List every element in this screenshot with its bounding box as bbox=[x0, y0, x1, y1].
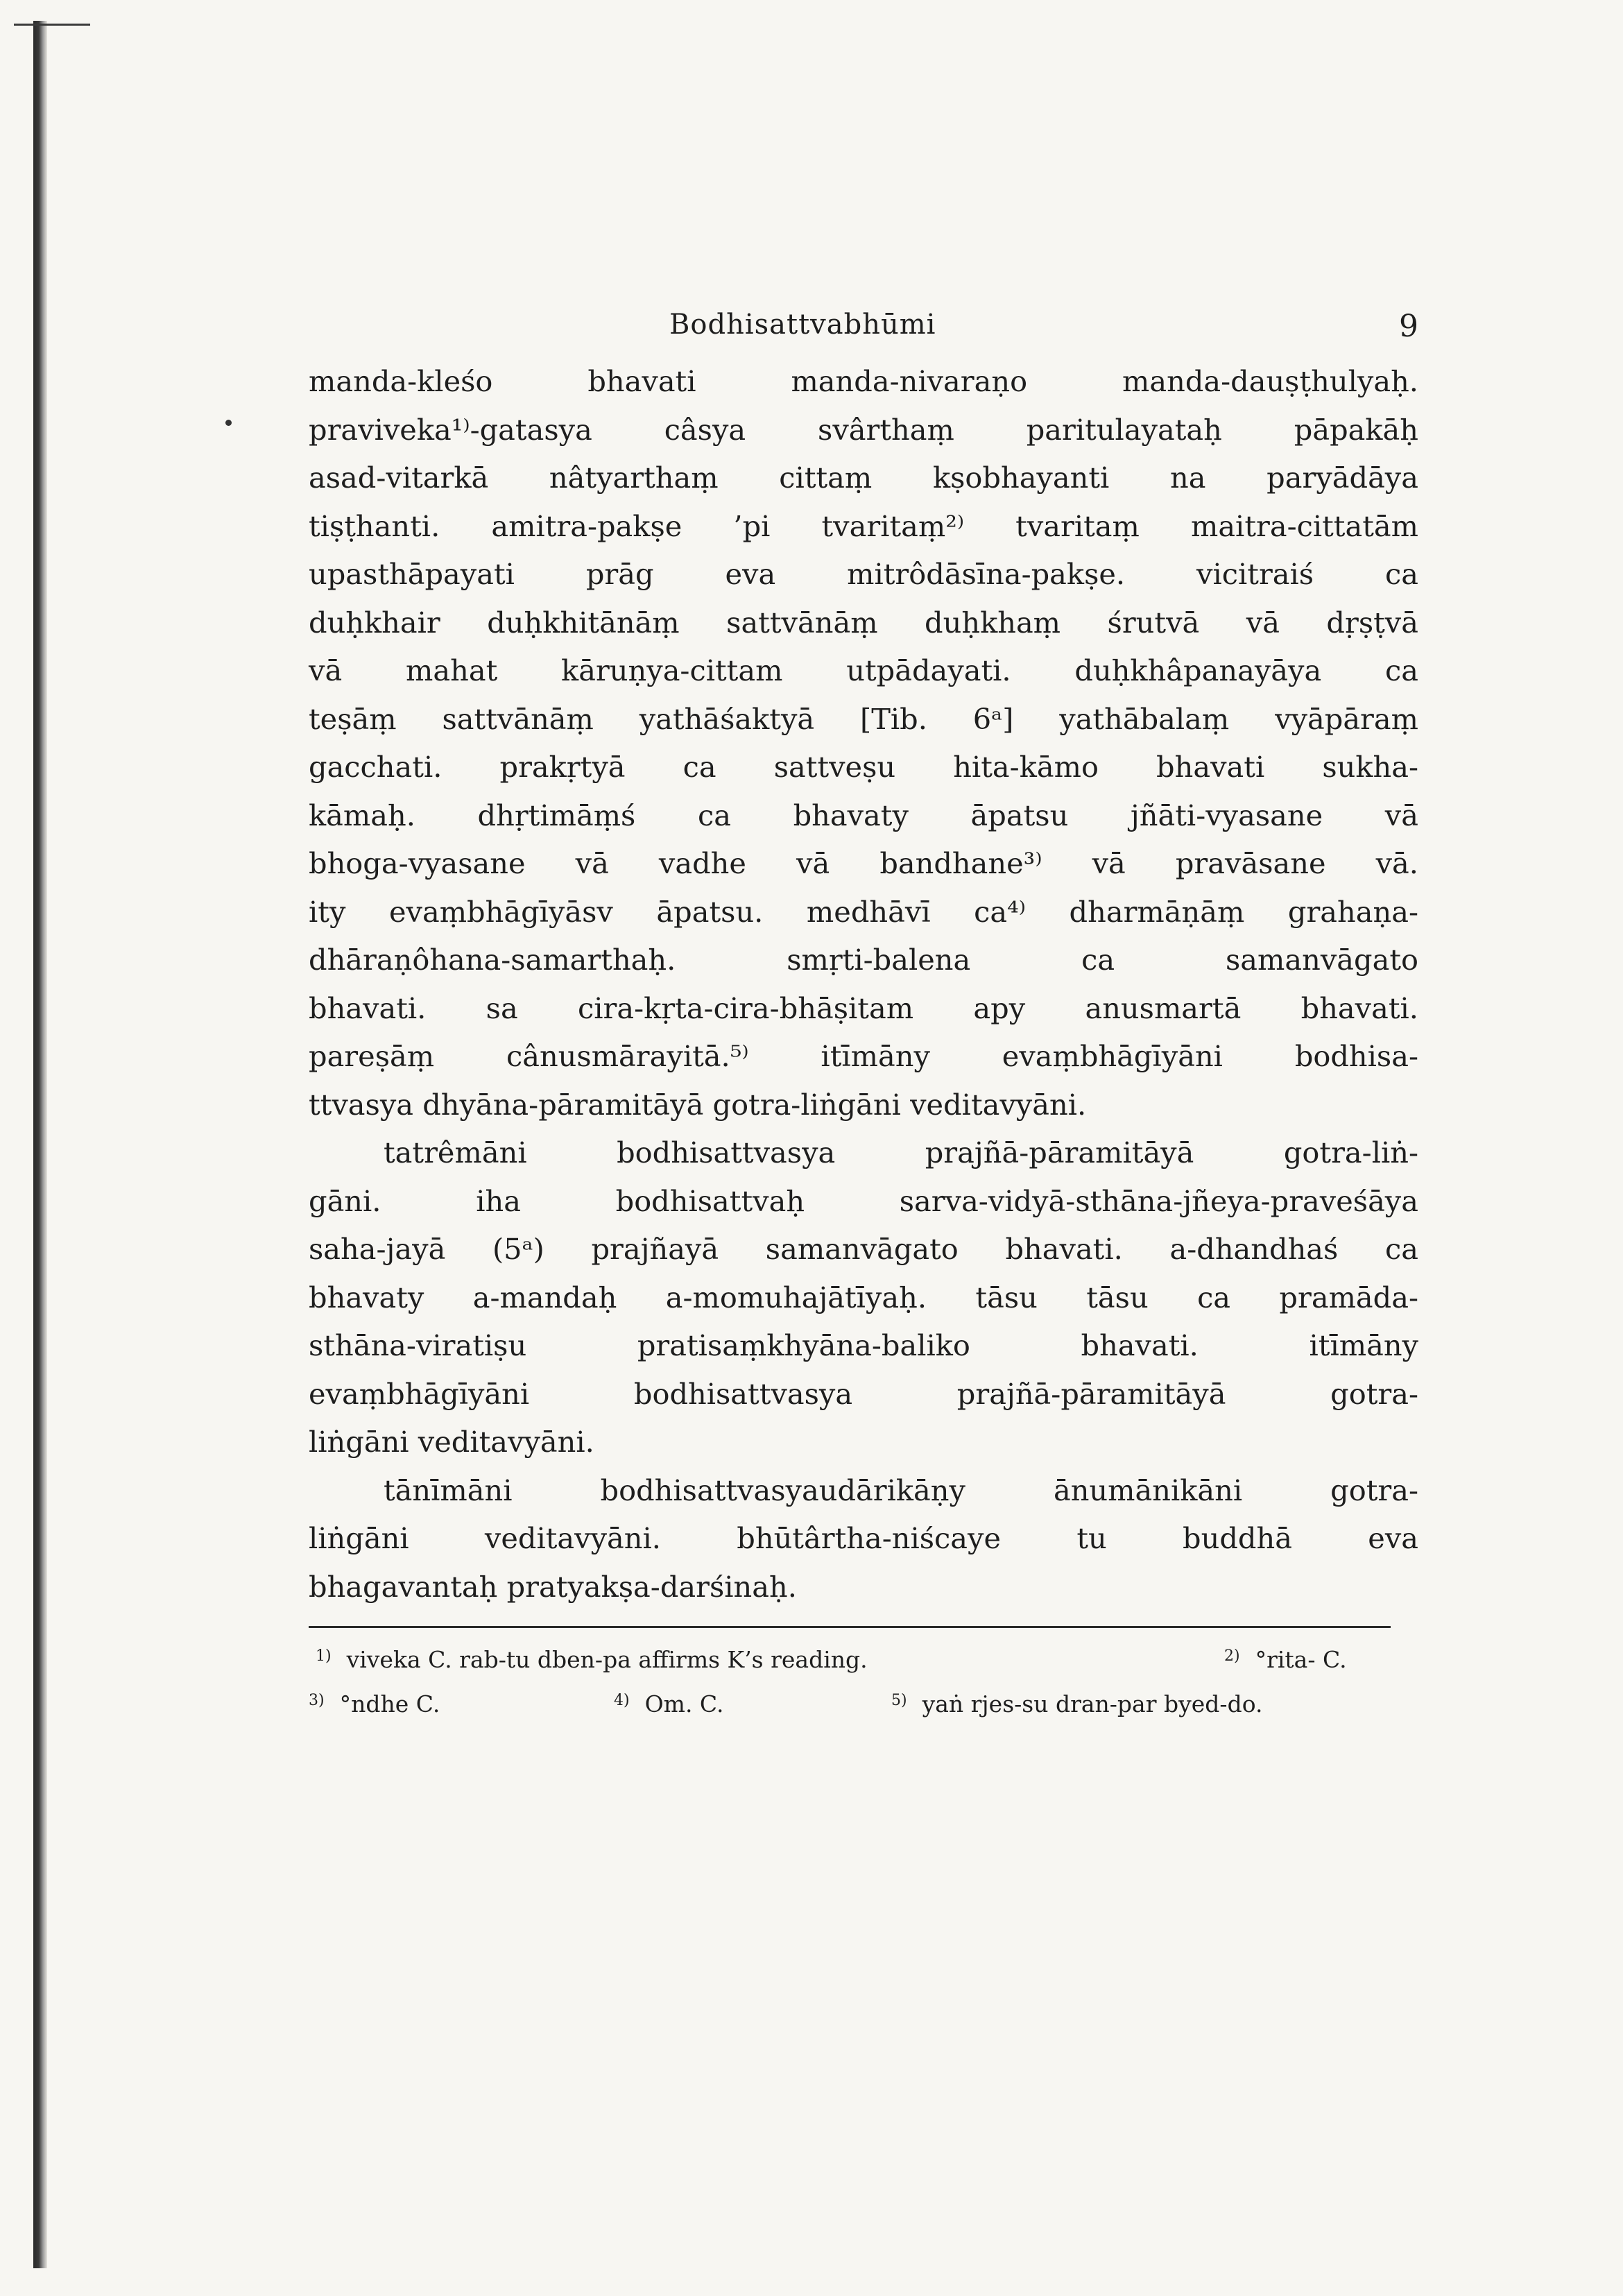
text-line: sthāna-viratiṣu pratisaṃkhyāna-baliko bhavati. itīmāny bbox=[309, 1328, 1418, 1362]
footnote-row bbox=[309, 1640, 1418, 1685]
footnote-text: yaṅ rjes-su dran-par byed-do. bbox=[922, 1690, 1263, 1717]
text-line: manda-kleśo bhavati manda-nivaraṇo manda-dauṣṭhulyaḥ. bbox=[309, 364, 1418, 398]
text-line: vā mahat kāruṇya-cittam utpādayati. duḥkhâpanayāya ca bbox=[309, 653, 1418, 687]
footnote-marker: 1) bbox=[316, 1647, 332, 1665]
footnote-marker: 5) bbox=[891, 1692, 907, 1709]
footnote-rule bbox=[309, 1626, 1391, 1628]
text-line: gāni. iha bodhisattvaḥ sarva-vidyā-sthāna-jñeya-praveśāya bbox=[309, 1183, 1418, 1218]
footnote-text: Om. C. bbox=[644, 1690, 724, 1717]
text-line: dhāraṇôhana-samarthaḥ. smṛti-balena ca samanvāgato bbox=[309, 943, 1418, 977]
text-line: ity evaṃbhāgīyāsv āpatsu. medhāvī ca⁴⁾ dharmāṇāṃ grahaṇa- bbox=[309, 894, 1418, 929]
text-line: saha-jayā (5ᵃ) prajñayā samanvāgato bhavati. a-dhandhaś ca bbox=[309, 1232, 1418, 1266]
running-title: Bodhisattvabhūmi bbox=[669, 309, 936, 341]
footnote-4 bbox=[614, 1690, 723, 1717]
text-line: kāmaḥ. dhṛtimāṃś ca bhavaty āpatsu jñāti-vyasane vā bbox=[309, 798, 1418, 832]
margin-dot bbox=[225, 420, 232, 426]
text-line: bhagavantaḥ pratyakṣa-darśinaḥ. bbox=[309, 1569, 797, 1604]
footnote-marker: 4) bbox=[614, 1692, 630, 1709]
text-line: tiṣṭhanti. amitra-pakṣe ’pi tvaritaṃ²⁾ tvaritaṃ maitra-cittatām bbox=[309, 508, 1418, 543]
text-line: liṅgāni veditavyāni. bhūtârtha-niścaye tu buddhā eva bbox=[309, 1521, 1418, 1555]
page-number: 9 bbox=[1399, 309, 1418, 344]
text-line: evaṃbhāgīyāni bodhisattvasya prajñā-pāramitāyā gotra- bbox=[309, 1376, 1418, 1411]
footnote-5 bbox=[891, 1690, 1262, 1717]
binding-edge bbox=[33, 21, 47, 2268]
footnote-text: °rita- C. bbox=[1255, 1646, 1347, 1673]
text-line: tatrêmāni bodhisattvasya prajñā-pāramitāyā gotra-liṅ- bbox=[384, 1136, 1418, 1170]
text-line: bhavati. sa cira-kṛta-cira-bhāṣitam apy anusmartā bhavati. bbox=[309, 991, 1418, 1025]
footnote-3 bbox=[309, 1690, 440, 1717]
footnote-marker: 3) bbox=[309, 1692, 325, 1709]
text-line: asad-vitarkā nâtyarthaṃ cittaṃ kṣobhayanti na paryādāya bbox=[309, 461, 1418, 495]
text-line: teṣāṃ sattvānāṃ yathāśaktyā [Tib. 6ᵃ] yathābalaṃ vyāpāraṃ bbox=[309, 701, 1418, 736]
text-line: liṅgāni veditavyāni. bbox=[309, 1425, 594, 1459]
footnote-1 bbox=[316, 1646, 868, 1673]
page-header bbox=[309, 309, 1418, 357]
text-line: bhavaty a-mandaḥ a-momuhajātīyaḥ. tāsu tāsu ca pramāda- bbox=[309, 1280, 1418, 1314]
text-line: praviveka¹⁾-gatasya câsya svârthaṃ paritulayataḥ pāpakāḥ bbox=[309, 412, 1418, 447]
text-line: gacchati. prakṛtyā ca sattveṣu hita-kāmo bhavati sukha- bbox=[309, 750, 1418, 784]
text-line: upasthāpayati prāg eva mitrôdāsīna-pakṣe. vicitraiś ca bbox=[309, 557, 1418, 591]
text-line: pareṣāṃ cânusmārayitā.⁵⁾ itīmāny evaṃbhāgīyāni bodhisa- bbox=[309, 1039, 1418, 1073]
footnote-text: viveka C. rab-tu dben-pa affirms K’s reading. bbox=[346, 1646, 868, 1673]
footnote-text: °ndhe C. bbox=[339, 1690, 440, 1717]
footnote-marker: 2) bbox=[1224, 1647, 1240, 1665]
text-line: duḥkhair duḥkhitānāṃ sattvānāṃ duḥkhaṃ śrutvā vā dṛṣṭvā bbox=[309, 605, 1418, 640]
text-line: ttvasya dhyāna-pāramitāyā gotra-liṅgāni veditavyāni. bbox=[309, 1087, 1087, 1122]
footnote-2 bbox=[1224, 1646, 1347, 1673]
body-text bbox=[309, 357, 1418, 1611]
footnote-row bbox=[309, 1685, 1418, 1729]
text-line: bhoga-vyasane vā vadhe vā bandhane³⁾ vā pravāsane vā. bbox=[309, 846, 1418, 880]
page bbox=[309, 309, 1418, 1729]
text-line: tānīmāni bodhisattvasyaudārikāṇy ānumānikāni gotra- bbox=[384, 1473, 1418, 1507]
binding-tick bbox=[14, 24, 90, 26]
